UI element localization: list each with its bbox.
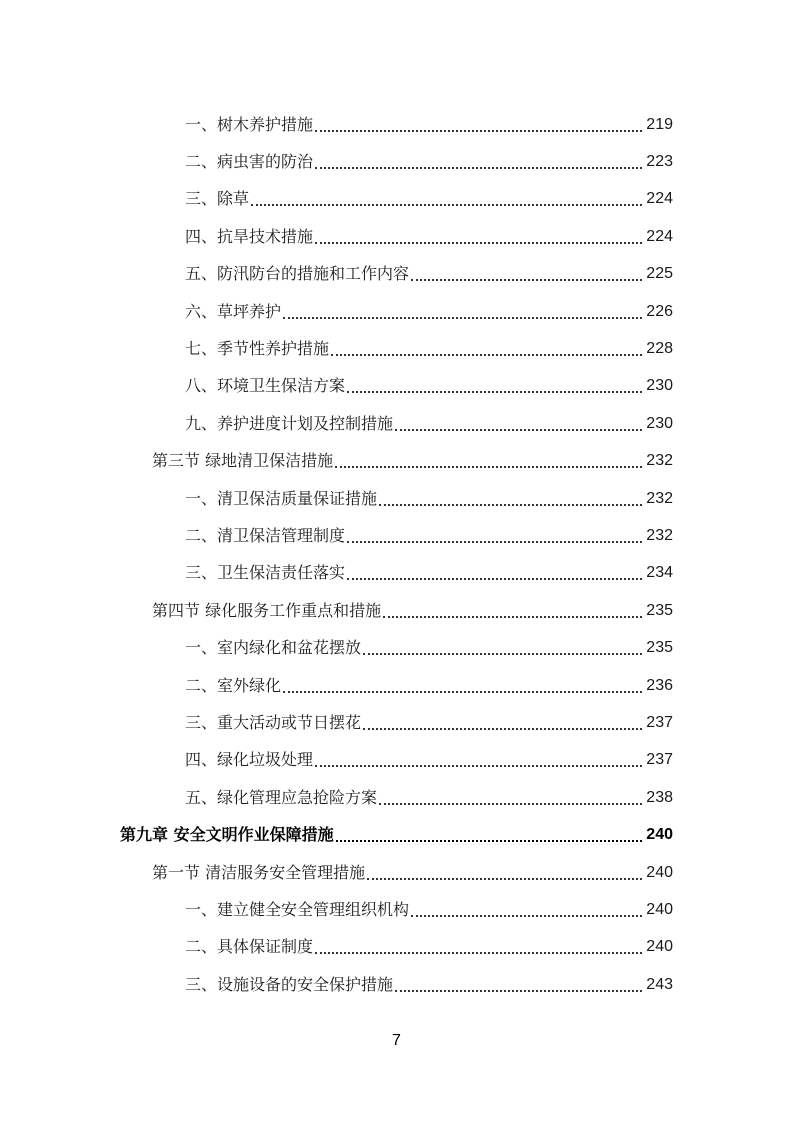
toc-entry-title: 五、绿化管理应急抢险方案 [185, 784, 379, 812]
toc-entry-title: 三、重大活动或节日摆花 [185, 709, 363, 737]
dot-leader [411, 896, 644, 924]
toc-entry[interactable] [0, 405, 673, 442]
toc-entry[interactable] [0, 517, 673, 554]
toc-entry[interactable] [0, 742, 673, 779]
dot-leader [379, 784, 644, 812]
toc-entry-page: 236 [646, 676, 673, 694]
toc-entry[interactable] [0, 368, 673, 405]
toc-entry[interactable] [0, 480, 673, 517]
toc-entry[interactable] [0, 929, 673, 966]
toc-entry[interactable] [0, 106, 673, 143]
toc-entry[interactable] [0, 779, 673, 816]
toc-entry-page: 230 [646, 377, 673, 395]
dot-leader [347, 559, 644, 587]
toc-entry-title: 三、除草 [185, 185, 251, 213]
toc-entry-page: 232 [646, 452, 673, 470]
dot-leader [283, 672, 644, 700]
toc-entry-page: 224 [646, 190, 673, 208]
toc-entry-page: 238 [646, 788, 673, 806]
toc-entry[interactable] [0, 218, 673, 255]
toc-entry-title: 第三节 绿地清卫保洁措施 [152, 447, 335, 475]
toc-section-entry[interactable] [0, 443, 673, 480]
dot-leader [315, 111, 644, 139]
dot-leader [347, 522, 644, 550]
toc-entry-title: 第九章 安全文明作业保障措施 [120, 821, 336, 849]
toc-entry-page: 226 [646, 302, 673, 320]
dot-leader [363, 709, 644, 737]
toc-entry-title: 一、室内绿化和盆花摆放 [185, 634, 363, 662]
toc-section-entry[interactable] [0, 592, 673, 629]
dot-leader [315, 933, 644, 961]
toc-entry-title: 三、设施设备的安全保护措施 [185, 971, 395, 999]
dot-leader [395, 971, 644, 999]
toc-entry-page: 235 [646, 601, 673, 619]
toc-entry-title: 二、室外绿化 [185, 672, 283, 700]
dot-leader [335, 447, 644, 475]
toc-entry[interactable] [0, 704, 673, 741]
toc-entry-title: 七、季节性养护措施 [185, 335, 331, 363]
toc-entry[interactable] [0, 256, 673, 293]
toc-entry-page: 237 [646, 751, 673, 769]
dot-leader [367, 859, 644, 887]
toc-entry[interactable] [0, 330, 673, 367]
dot-leader [379, 485, 644, 513]
toc-entry-page: 223 [646, 153, 673, 171]
page-number: 7 [392, 1032, 401, 1049]
dot-leader [363, 634, 644, 662]
dot-leader [283, 298, 644, 326]
toc-entry-page: 232 [646, 489, 673, 507]
toc-entry-title: 一、树木养护措施 [185, 111, 315, 139]
toc-entry[interactable] [0, 966, 673, 1003]
toc-entry-page: 235 [646, 639, 673, 657]
dot-leader [395, 410, 644, 438]
toc-entry-title: 第一节 清洁服务安全管理措施 [152, 859, 367, 887]
toc-entry[interactable] [0, 891, 673, 928]
dot-leader [331, 335, 644, 363]
toc-entry-title: 一、清卫保洁质量保证措施 [185, 485, 379, 513]
toc-section-entry[interactable] [0, 854, 673, 891]
dot-leader [347, 372, 644, 400]
toc-entry[interactable] [0, 143, 673, 180]
toc-entry-page: 240 [646, 826, 673, 844]
toc-entry-page: 224 [646, 227, 673, 245]
toc-entry-title: 三、卫生保洁责任落实 [185, 559, 347, 587]
toc-entry-title: 一、建立健全安全管理组织机构 [185, 896, 411, 924]
toc-entry[interactable] [0, 629, 673, 666]
toc-entry-title: 二、具体保证制度 [185, 933, 315, 961]
toc-entry[interactable] [0, 293, 673, 330]
dot-leader [315, 223, 644, 251]
toc-entry-title: 五、防汛防台的措施和工作内容 [185, 260, 411, 288]
toc-entry-title: 四、抗旱技术措施 [185, 223, 315, 251]
table-of-contents [0, 106, 793, 1003]
toc-entry-page: 240 [646, 900, 673, 918]
toc-entry-title: 八、环境卫生保洁方案 [185, 372, 347, 400]
dot-leader [411, 260, 644, 288]
toc-entry-title: 二、病虫害的防治 [185, 148, 315, 176]
toc-entry-page: 234 [646, 564, 673, 582]
toc-entry-title: 六、草坪养护 [185, 298, 283, 326]
toc-entry-page: 240 [646, 863, 673, 881]
dot-leader [383, 597, 644, 625]
toc-entry-page: 219 [646, 115, 673, 133]
toc-entry-title: 九、养护进度计划及控制措施 [185, 410, 395, 438]
dot-leader [315, 746, 644, 774]
dot-leader [336, 821, 645, 849]
toc-entry[interactable] [0, 555, 673, 592]
toc-entry-page: 230 [646, 414, 673, 432]
toc-entry-page: 232 [646, 526, 673, 544]
toc-entry-title: 二、清卫保洁管理制度 [185, 522, 347, 550]
toc-chapter-entry[interactable] [0, 816, 673, 853]
toc-entry[interactable] [0, 667, 673, 704]
toc-entry-page: 228 [646, 340, 673, 358]
toc-entry-title: 第四节 绿化服务工作重点和措施 [152, 597, 383, 625]
toc-entry-title: 四、绿化垃圾处理 [185, 746, 315, 774]
toc-entry-page: 243 [646, 975, 673, 993]
dot-leader [315, 148, 644, 176]
toc-entry-page: 225 [646, 265, 673, 283]
toc-entry[interactable] [0, 181, 673, 218]
toc-entry-page: 237 [646, 713, 673, 731]
dot-leader [251, 185, 644, 213]
toc-entry-page: 240 [646, 938, 673, 956]
